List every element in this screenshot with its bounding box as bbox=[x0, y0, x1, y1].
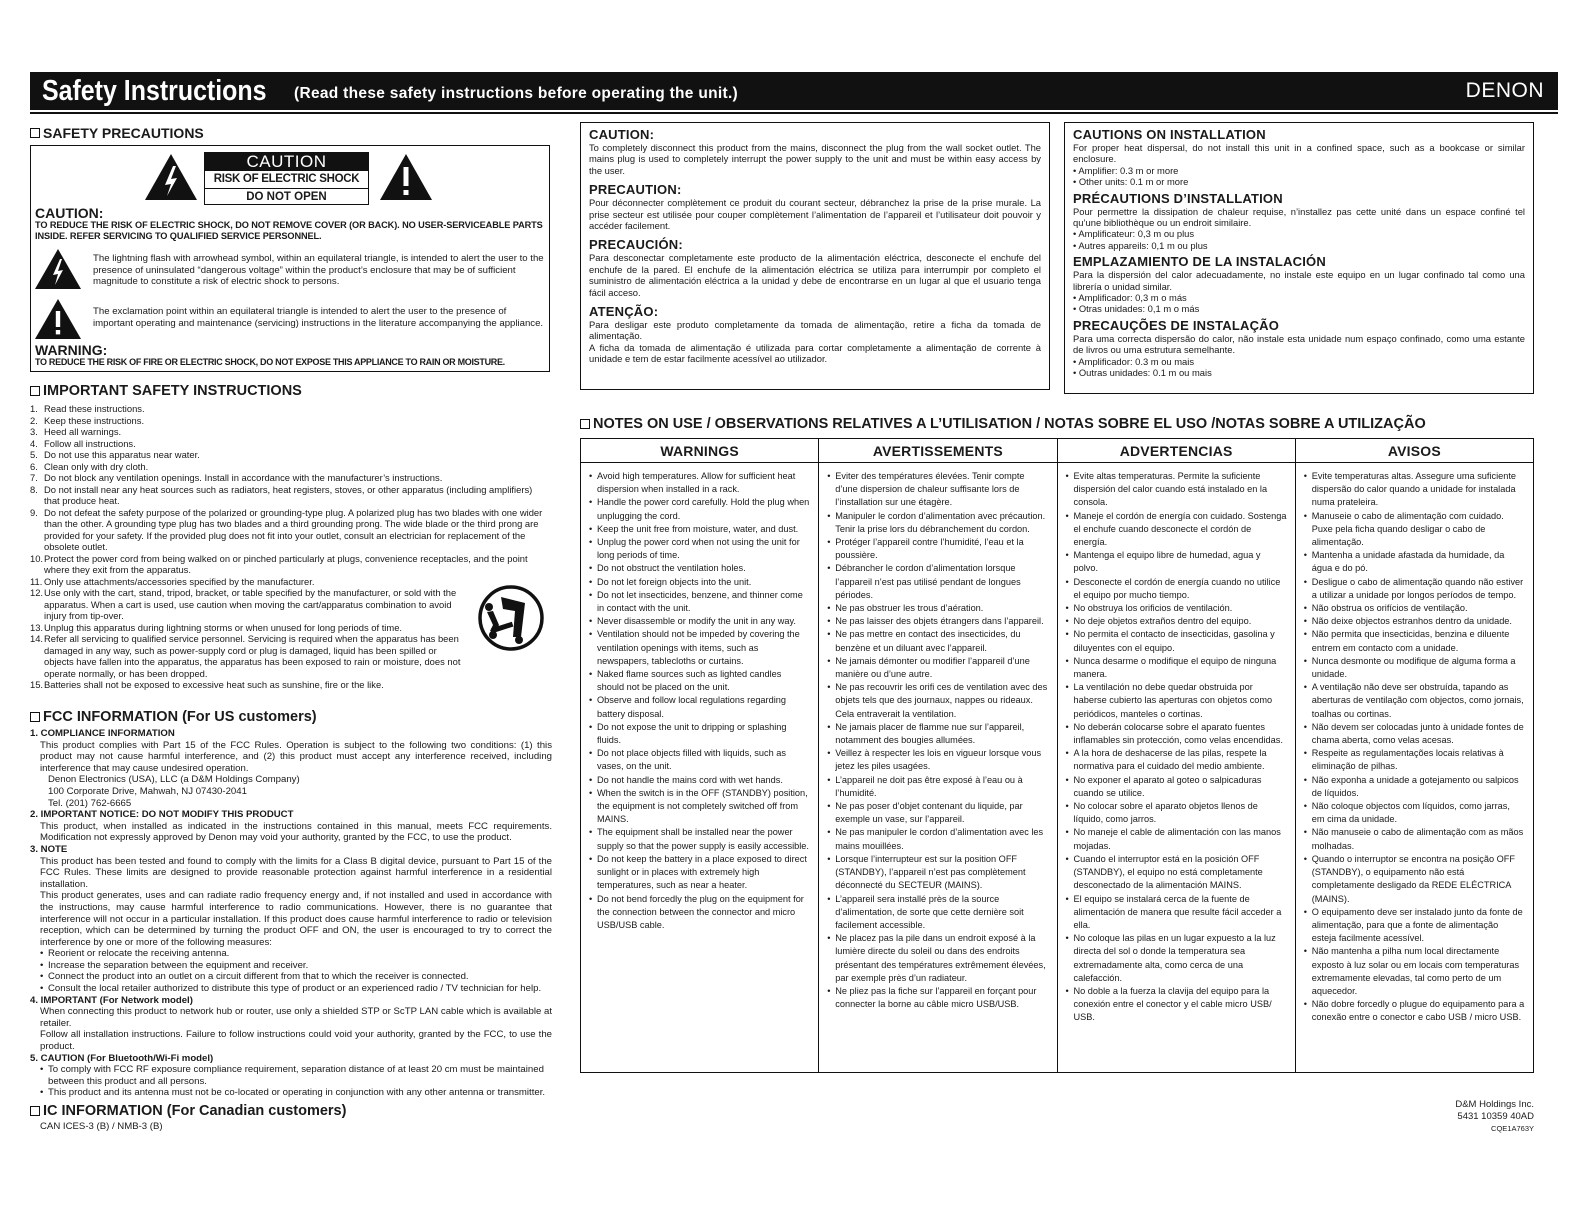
item-text: Unplug this apparatus during lightning storms or when unused for long periods of time. bbox=[44, 621, 403, 633]
notes-item: • Evite altas temperaturas. Permite la suficiente dispersión del calor cuando está instalado en la consola. bbox=[1068, 470, 1287, 510]
install-en-bullet: • Amplifier: 0.3 m or more bbox=[1073, 164, 1179, 176]
warning-label: WARNING: bbox=[35, 342, 108, 358]
item-text: Protect the power cord from being walked on or pinched particularly at plugs, convenience receptacles, and the point where they exit from the apparatus. bbox=[44, 552, 528, 575]
notes-item: • Protéger l’appareil contre l’humidité, l’eau et la poussière. bbox=[829, 536, 1048, 562]
install-en-bullet-1: Amplifier: 0.3 m or more bbox=[1078, 164, 1179, 176]
install-fr-bullet-1: Amplificateur: 0,3 m ou plus bbox=[1078, 228, 1195, 240]
install-fr-bullet: • Amplificateur: 0,3 m ou plus bbox=[1073, 228, 1195, 240]
notes-item: • No exponer el aparato al goteo o salpicaduras cuando se utilice. bbox=[1068, 774, 1287, 800]
notes-column-title: AVERTISSEMENTS bbox=[819, 439, 1056, 463]
install-fr-bullet-2: Autres appareils: 0,1 m ou plus bbox=[1078, 239, 1208, 251]
install-pt-bullet-1: Amplificador: 0.3 m ou mais bbox=[1078, 355, 1195, 367]
fcc-addr1: Denon Electronics (USA), LLC (a D&M Holdings Company) bbox=[48, 774, 300, 786]
notes-column-avisos bbox=[1295, 439, 1533, 1072]
notes-item: • O equipamento deve ser instalado junto da fonte de alimentação, para que a fonte de alimentação esteja facilmente acessível. bbox=[1306, 906, 1525, 946]
item-text: Do not block any ventilation openings. Install in accordance with the manufacturer’s instructions. bbox=[44, 472, 443, 483]
caution-fr-heading: PRECAUTION: bbox=[589, 182, 682, 198]
notes-item: • Não coloque objectos com líquidos, como jarras, em cima da unidade. bbox=[1306, 800, 1525, 826]
notes-item: • Ne pas manipuler le cordon d’alimentation avec les mains mouillées. bbox=[829, 826, 1048, 852]
exclamation-explanation: The exclamation point within an equilateral triangle is intended to alert the user to the presence of important operating and maintenance (servicing) instructions in the literature accompanying the appliance. bbox=[93, 306, 544, 329]
notes-item: • Não mantenha a pilha num local directamente exposto à luz solar ou em locais com temperaturas extremamente elevadas, tal como perto de um aquecedor. bbox=[1306, 945, 1525, 998]
notes-item: • Do not keep the battery in a place exposed to direct sunlight or in places with extremely high temperatures, such as near a heater. bbox=[591, 853, 810, 893]
fcc-s5-bullets bbox=[30, 1064, 552, 1099]
header-bar bbox=[30, 72, 1558, 110]
notes-item: • Do not handle the mains cord with wet hands. bbox=[591, 774, 810, 787]
fcc-bullet bbox=[30, 960, 552, 972]
item-text: Only use attachments/accessories specified by the manufacturer. bbox=[44, 575, 315, 587]
item-number: 8. bbox=[30, 483, 38, 495]
caution-en-text: To completely disconnect this product from the mains, disconnect the plug from the wall socket outlet. The mains plug is used to completely interrupt the power supply to the unit and must be within easy access by the user. bbox=[589, 142, 1041, 176]
notes-item: • Ne pas mettre en contact des insecticides, du benzène et un diluant avec l’appareil. bbox=[829, 628, 1048, 654]
installation-box bbox=[1064, 122, 1534, 394]
notes-heading-text: NOTES ON USE / OBSERVATIONS RELATIVES A L’UTILISATION / NOTAS SOBRE EL USO /NOTAS SOBRE A UTILIZAÇÃO bbox=[593, 416, 1426, 432]
ic-heading-text: IC INFORMATION (For Canadian customers) bbox=[43, 1103, 347, 1119]
caution-en-heading: CAUTION: bbox=[589, 127, 655, 142]
install-fr-bullet: • Autres appareils: 0,1 m ou plus bbox=[1073, 239, 1208, 251]
fcc-s4-title: 4. IMPORTANT (For Network model) bbox=[30, 994, 193, 1006]
item-number: 10. bbox=[30, 552, 44, 564]
notes-item: • Never disassemble or modify the unit in any way. bbox=[591, 615, 810, 628]
fcc-s4-text2: Follow all installation instructions. Failure to follow instructions could void your authority, granted by the FCC, to use the product. bbox=[40, 1029, 552, 1053]
install-fr-text: Pour permettre la dissipation de chaleur requise, n’installez pas cette unité dans un espace confiné tel qu’une bibliothèque ou un endroit similaire. bbox=[1073, 205, 1525, 229]
notes-item: • Débrancher le cordon d’alimentation lorsque l’appareil n’est pas utilisé pendant de longues périodes. bbox=[829, 562, 1048, 602]
page-subtitle: (Read these safety instructions before operating the unit.) bbox=[294, 85, 739, 102]
fcc-bullet bbox=[30, 983, 552, 995]
install-pt-bullet: • Amplificador: 0.3 m ou mais bbox=[1073, 355, 1195, 367]
notes-item: • Handle the power cord carefully. Hold the plug when unplugging the cord. bbox=[591, 496, 810, 522]
notes-item: • Lorsque l’interrupteur est sur la position OFF (STANDBY), l’appareil n’est pas complètement déconnecté du SECTEUR (MAINS). bbox=[829, 853, 1048, 893]
lightning-warning-icon bbox=[143, 152, 199, 202]
notes-item: • The equipment shall be installed near the power supply so that the power supply is easily accessible. bbox=[591, 826, 810, 852]
notes-column-title: WARNINGS bbox=[581, 439, 818, 463]
footer-company: D&M Holdings Inc. bbox=[1455, 1099, 1534, 1110]
notes-item: • Do not obstruct the ventilation holes. bbox=[591, 562, 810, 575]
install-en-heading: CAUTIONS ON INSTALLATION bbox=[1073, 127, 1266, 142]
bullet-dot: • bbox=[40, 1064, 44, 1076]
notes-item: • Desligue o cabo de alimentação quando não estiver a utilizar a unidade por longos períodos de tempo. bbox=[1306, 576, 1525, 602]
fcc-s1-title: 1. COMPLIANCE INFORMATION bbox=[30, 728, 175, 739]
notes-item: • No coloque las pilas en un lugar expuesto a la luz directa del sol o donde la temperatura sea extremadamente alta, como cerca de una calefacción. bbox=[1068, 932, 1287, 985]
bullet-text: To comply with FCC RF exposure compliance requirement, separation distance of at least 20 cm must be maintained between this product and all persons. bbox=[48, 1064, 544, 1087]
notes-item: • Ne placez pas la pile dans un endroit exposé à la lumière directe du soleil ou dans des endroits présentant des températures extrêmement élevées, par exemple près d’un radiateur. bbox=[829, 932, 1048, 985]
notes-item: • L’appareil ne doit pas être exposé à l’eau ou à l’humidité. bbox=[829, 774, 1048, 800]
install-en-bullet: • Other units: 0.1 m or more bbox=[1073, 176, 1189, 188]
exclamation-warning-icon bbox=[378, 152, 434, 202]
item-text: Clean only with dry cloth. bbox=[44, 460, 149, 472]
caution-text: TO REDUCE THE RISK OF ELECTRIC SHOCK, DO NOT REMOVE COVER (OR BACK). NO USER-SERVICEABLE PARTS INSIDE. REFER SERVICING TO QUALIFIED SERVICE PERSONNEL. bbox=[35, 220, 543, 242]
notes-item: • Do not let foreign objects into the unit. bbox=[591, 576, 810, 589]
notes-item: • Não deixe objectos estranhos dentro da unidade. bbox=[1306, 615, 1525, 628]
notes-column-warnings bbox=[581, 439, 818, 1072]
caution-es-heading: PRECAUCIÓN: bbox=[589, 237, 683, 253]
checkbox-icon bbox=[30, 712, 40, 722]
fcc-s3-title: 3. NOTE bbox=[30, 843, 68, 855]
notes-item: • Observe and follow local regulations regarding battery disposal. bbox=[591, 694, 810, 720]
notes-item: • Keep the unit free from moisture, water, and dust. bbox=[591, 523, 810, 536]
fcc-s3-text2: This product generates, uses and can radiate radio frequency energy and, if not installed and used in accordance with the instructions, may cause harmful interference to radio communications. However, there is no guarantee that interference will not occur in a particular installation. If this product does cause harmful interference to radio or television reception, which can be determined by turning the product OFF and ON, the user is encouraged to try to correct the interference by one or more of the following measures: bbox=[40, 890, 552, 948]
notes-column-avertissements bbox=[818, 439, 1056, 1072]
notes-item: • Não devem ser colocadas junto à unidade fontes de chama aberta, como velas acesas. bbox=[1306, 721, 1525, 747]
item-number: 4. bbox=[30, 437, 38, 449]
item-number: 14. bbox=[30, 633, 44, 644]
notes-item: • No obstruya los orificios de ventilación. bbox=[1068, 602, 1287, 615]
ic-heading bbox=[30, 1103, 346, 1119]
notes-item: • Veillez à respecter les lois en vigueur lorsque vous jetez les piles usagées. bbox=[829, 747, 1048, 773]
notes-item: • Ne jamais placer de flamme nue sur l’appareil, notamment des bougies allumées. bbox=[829, 721, 1048, 747]
fcc-bullet bbox=[30, 1064, 552, 1087]
banner-do-not-open: DO NOT OPEN bbox=[246, 191, 327, 203]
install-es-heading: EMPLAZAMIENTO DE LA INSTALACIÓN bbox=[1073, 254, 1326, 270]
header-rule bbox=[30, 112, 1558, 114]
safety-instruction-item bbox=[30, 553, 550, 576]
install-es-bullet-1: Amplificador: 0,3 m o más bbox=[1078, 292, 1187, 304]
cart-tipover-icon bbox=[471, 585, 551, 651]
install-en-text: For proper heat dispersal, do not install this unit in a confined space, such as a bookcase or similar enclosure. bbox=[1073, 142, 1525, 165]
bullet-text: Connect the product into an outlet on a circuit different from that to which the receiver is connected. bbox=[48, 971, 469, 983]
notes-item: • Ne pas recouvrir les orifi ces de ventilation avec des objets tels que des journaux, nappes ou rideaux. Cela entraverait la ventilation. bbox=[829, 681, 1048, 721]
bullet-dot: • bbox=[40, 983, 44, 995]
fcc-heading bbox=[30, 709, 317, 725]
notes-column-title: AVISOS bbox=[1296, 439, 1533, 463]
notes-item: • Nunca desmonte ou modifique de alguma forma a unidade. bbox=[1306, 655, 1525, 681]
safety-instruction-item bbox=[30, 415, 550, 427]
bullet-dot: • bbox=[40, 948, 44, 960]
item-number: 1. bbox=[30, 403, 38, 414]
fcc-heading-text: FCC INFORMATION (For US customers) bbox=[43, 709, 317, 725]
item-number: 7. bbox=[30, 472, 38, 483]
item-number: 3. bbox=[30, 426, 38, 437]
item-text: Read these instructions. bbox=[44, 403, 145, 414]
notes-column-body bbox=[1058, 463, 1295, 1025]
item-number: 2. bbox=[30, 414, 38, 426]
notes-item: • La ventilación no debe quedar obstruida por haberse cubierto las aperturas con objetos como periódicos, manteles o cortinas. bbox=[1068, 681, 1287, 721]
notes-item: • Mantenha a unidade afastada da humidade, da água e do pó. bbox=[1306, 549, 1525, 575]
fcc-addr2: 100 Corporate Drive, Mahwah, NJ 07430-2041 bbox=[48, 785, 247, 797]
brand-logo: DENON bbox=[1465, 79, 1544, 102]
bullet-text: Consult the local retailer authorized to distribute this type of product or an experienced radio / TV technician for help. bbox=[48, 983, 542, 995]
warning-text: TO REDUCE THE RISK OF FIRE OR ELECTRIC SHOCK, DO NOT EXPOSE THIS APPLIANCE TO RAIN OR MOISTURE. bbox=[35, 357, 505, 367]
important-safety-heading bbox=[30, 383, 302, 399]
safety-instruction-item bbox=[30, 403, 550, 415]
exclamation-symbol-icon bbox=[34, 298, 82, 340]
notes-item: • Manuseie o cabo de alimentação com cuidado. Puxe pela ficha quando desligar o cabo de alimentação. bbox=[1306, 510, 1525, 550]
notes-column-body bbox=[581, 463, 818, 932]
ic-text: CAN ICES-3 (B) / NMB-3 (B) bbox=[40, 1121, 163, 1132]
notes-item: • Avoid high temperatures. Allow for sufficient heat dispersion when installed in a rack. bbox=[591, 470, 810, 496]
item-text: Heed all warnings. bbox=[44, 426, 122, 437]
footer-code: 5431 10359 40AD bbox=[1457, 1111, 1534, 1122]
install-pt-heading: PRECAUÇÕES DE INSTALAÇÃO bbox=[1073, 317, 1280, 333]
lightning-explanation: The lightning flash with arrowhead symbol, within an equilateral triangle, is intended to alert the user to the presence of uninsulated “dangerous voltage” within the product’s enclosure that may be of sufficient magnitude to constitute a risk of electric shock to persons. bbox=[93, 253, 544, 288]
bullet-text: This product and its antenna must not be co-located or operating in conjunction with any other antenna or transmitter. bbox=[48, 1087, 546, 1099]
checkbox-icon bbox=[30, 1106, 40, 1116]
notes-item: • Unplug the power cord when not using the unit for long periods of time. bbox=[591, 536, 810, 562]
fcc-s3-text1: This product has been tested and found to comply with the limits for a Class B digital device, pursuant to Part 15 of the FCC Rules. These limits are designed to provide reasonable protection against harmful interference in a residential installation. bbox=[40, 855, 552, 890]
install-es-bullet-2: Otras unidades: 0,1 m o más bbox=[1078, 303, 1200, 315]
item-text: Follow all instructions. bbox=[44, 437, 136, 449]
item-text: Do not defeat the safety purpose of the polarized or grounding-type plug. A polarized plug has two blades with one wider than the other. A grounding type plug has two blades and a third grounding prong. The wide blade or the third prong are provided for your safety. If the provided plug does not fit into your outlet, consult an electrician for replacement of the obsolete outlet. bbox=[44, 506, 543, 552]
caution-pt-text2: A ficha da tomada de alimentação é utilizada para cortar completamente a alimentação de corrente à unidade e tem de estar facilmente acessível ao utilizador. bbox=[589, 341, 1041, 365]
notes-item: • Ne pas obstruer les trous d’aération. bbox=[829, 602, 1048, 615]
notes-item: • Do not let insecticides, benzene, and thinner come in contact with the unit. bbox=[591, 589, 810, 615]
notes-item: • Naked flame sources such as lighted candles should not be placed on the unit. bbox=[591, 668, 810, 694]
notes-item: • Ne pliez pas la fiche sur l’appareil en forçant pour connecter la borne au câble micro USB/USB. bbox=[829, 985, 1048, 1011]
notes-item: • Ventilation should not be impeded by covering the ventilation openings with items, such as newspapers, tablecloths or curtains. bbox=[591, 628, 810, 668]
notes-item: • Manipuler le cordon d’alimentation avec précaution. Tenir la prise lors du débranchement du cordon. bbox=[829, 510, 1048, 536]
safety-instruction-item bbox=[30, 461, 550, 473]
item-text: Do not install near any heat sources such as radiators, heat registers, stoves, or other apparatus (including amplifiers) that produce heat. bbox=[44, 483, 533, 506]
install-es-bullet: • Amplificador: 0,3 m o más bbox=[1073, 292, 1187, 304]
install-pt-bullet-2: Outras unidades: 0.1 m ou mais bbox=[1078, 367, 1212, 379]
checkbox-icon bbox=[580, 419, 590, 429]
item-text: Batteries shall not be exposed to excessive heat such as sunshine, fire or the like. bbox=[44, 679, 384, 690]
install-es-text: Para la dispersión del calor adecuadamente, no instale este equipo en un lugar confinado tal como una librería o unidad similar. bbox=[1073, 269, 1525, 292]
notes-item: • A ventilação não deve ser obstruída, tapando as aberturas de ventilação com objectos, como jornais, toalhas ou cortinas. bbox=[1306, 681, 1525, 721]
safety-instruction-item bbox=[30, 507, 550, 553]
fcc-bullet bbox=[30, 948, 552, 960]
notes-heading bbox=[580, 416, 1426, 432]
notes-item: • Quando o interruptor se encontra na posição OFF (STANDBY), o equipamento não está completamente desligado da REDE ELÉCTRICA (MAINS). bbox=[1306, 853, 1525, 906]
fcc-s4-text1: When connecting this product to network hub or router, use only a shielded STP or ScTP LAN cable which is available at retailer. bbox=[40, 1006, 552, 1029]
checkbox-icon bbox=[30, 386, 40, 396]
caution-label: CAUTION: bbox=[35, 205, 104, 221]
notes-item: • Do not bend forcedly the plug on the equipment for the connection between the connector and micro USB/USB cable. bbox=[591, 893, 810, 933]
notes-item: • Não dobre forcedly o plugue do equipamento para a conexão entre o conector e cabo USB / micro USB. bbox=[1306, 998, 1525, 1024]
safety-instruction-item bbox=[30, 679, 550, 691]
safety-instruction-item bbox=[30, 472, 550, 484]
notes-item: • Mantenga el equipo libre de humedad, agua y polvo. bbox=[1068, 549, 1287, 575]
install-en-bullet-2: Other units: 0.1 m or more bbox=[1078, 176, 1189, 188]
notes-item: • L’appareil sera installé près de la source d’alimentation, de sorte que cette dernière soit facilement accessible. bbox=[829, 893, 1048, 933]
notes-item: • No deberán colocarse sobre el aparato fuentes inflamables sin protección, como velas encendidas. bbox=[1068, 721, 1287, 747]
fcc-bullet bbox=[30, 1087, 552, 1099]
item-number: 12. bbox=[30, 587, 44, 598]
notes-column-advertencias bbox=[1057, 439, 1295, 1072]
notes-column-body bbox=[1296, 463, 1533, 1025]
notes-item: • No colocar sobre el aparato objetos llenos de líquido, como jarros. bbox=[1068, 800, 1287, 826]
banner-caution: CAUTION bbox=[205, 153, 368, 171]
install-pt-bullet: • Outras unidades: 0.1 m ou mais bbox=[1073, 367, 1212, 379]
caution-pt-text1: Para desligar este produto completamente da tomada de alimentação, retire a ficha da tomada de alimentação. bbox=[589, 319, 1041, 342]
notes-column-title: ADVERTENCIAS bbox=[1058, 439, 1295, 463]
safety-instruction-item bbox=[30, 426, 550, 438]
notes-item: • No maneje el cable de alimentación con las manos mojadas. bbox=[1068, 826, 1287, 852]
caution-banner bbox=[204, 152, 369, 205]
safety-precautions-heading bbox=[30, 125, 204, 141]
safety-instruction-item bbox=[30, 484, 550, 507]
fcc-body bbox=[30, 728, 552, 1099]
notes-item: • Evite temperaturas altas. Assegure uma suficiente dispersão do calor quando a unidade for instalada numa prateleira. bbox=[1306, 470, 1525, 510]
fcc-s5-title: 5. CAUTION (For Bluetooth/Wi-Fi model) bbox=[30, 1052, 214, 1064]
notes-item: • Desconecte el cordón de energía cuando no utilice el equipo por mucho tiempo. bbox=[1068, 576, 1287, 602]
item-text: Keep these instructions. bbox=[44, 414, 145, 426]
notes-item: • Cuando el interruptor está en la posición OFF (STANDBY), el equipo no está completamente desconectado de la alimentación MAINS. bbox=[1068, 853, 1287, 893]
important-safety-heading-text: IMPORTANT SAFETY INSTRUCTIONS bbox=[43, 383, 302, 399]
banner-risk: RISK OF ELECTRIC SHOCK bbox=[205, 171, 368, 189]
item-number: 13. bbox=[30, 621, 44, 633]
bullet-dot: • bbox=[40, 1087, 44, 1099]
notes-table bbox=[580, 438, 1534, 1073]
notes-item: • No permita el contacto de insecticidas, gasolina y diluyentes con el equipo. bbox=[1068, 628, 1287, 654]
item-number: 15. bbox=[30, 679, 44, 690]
notes-item: • Eviter des températures élevées. Tenir compte d’une dispersion de chaleur suffisante lors de l’installation sur une étagère. bbox=[829, 470, 1048, 510]
bullet-dot: • bbox=[40, 971, 44, 983]
notes-item: • No doble a la fuerza la clavija del equipo para la conexión entre el conector y el cable micro USB/ USB. bbox=[1068, 985, 1287, 1025]
fcc-s2-title: 2. IMPORTANT NOTICE: DO NOT MODIFY THIS PRODUCT bbox=[30, 809, 294, 821]
safety-instruction-item bbox=[30, 438, 550, 450]
fcc-addr3: Tel. (201) 762-6665 bbox=[48, 797, 132, 809]
notes-item: • When the switch is in the OFF (STANDBY) position, the equipment is not completely switched off from MAINS. bbox=[591, 787, 810, 827]
fcc-bullet bbox=[30, 971, 552, 983]
notes-item: • Nunca desarme o modifique el equipo de ninguna manera. bbox=[1068, 655, 1287, 681]
notes-item: • Ne pas laisser des objets étrangers dans l’appareil. bbox=[829, 615, 1048, 628]
notes-item: • Não obstrua os orifícios de ventilação. bbox=[1306, 602, 1525, 615]
notes-item: • Maneje el cordón de energía con cuidado. Sostenga el enchufe cuando desconecte el cordón de energía. bbox=[1068, 510, 1287, 550]
item-number: 11. bbox=[30, 575, 43, 587]
fcc-s3-bullets bbox=[30, 948, 552, 994]
caution-fr-text: Pour déconnecter complètement ce produit du courant secteur, débranchez la prise de la prise murale. La prise secteur est utilisée pour couper complètement l’alimentation de l’appareil et l’utilisateur doit pouvoir y accéder facilement. bbox=[589, 197, 1041, 232]
footer bbox=[1455, 1099, 1534, 1134]
footer-code2: CQE1A763Y bbox=[1491, 1124, 1534, 1133]
lightning-symbol-icon bbox=[34, 248, 82, 290]
notes-item: • Não manuseie o cabo de alimentação com as mãos molhadas. bbox=[1306, 826, 1525, 852]
notes-item: • Respeite as regulamentações locais relativas à eliminação de pilhas. bbox=[1306, 747, 1525, 773]
notes-item: • Não exponha a unidade a gotejamento ou salpicos de líquidos. bbox=[1306, 774, 1525, 800]
item-text: Do not use this apparatus near water. bbox=[44, 449, 200, 460]
notes-column-body bbox=[819, 463, 1056, 1011]
install-pt-text: Para uma correcta dispersão do calor, não instale esta unidade num espaço confinado, como uma estante de livros ou uma estrutura semelhante. bbox=[1073, 332, 1525, 356]
install-fr-heading: PRÉCAUTIONS D’INSTALLATION bbox=[1073, 190, 1283, 206]
bullet-text: Reorient or relocate the receiving antenna. bbox=[48, 948, 230, 960]
caution-pt-heading: ATENÇÃO: bbox=[589, 304, 659, 320]
notes-item: • Não permita que insecticidas, benzina e diluente entrem em contacto com a unidade. bbox=[1306, 628, 1525, 654]
checkbox-icon bbox=[30, 128, 40, 138]
page-title: Safety Instructions bbox=[42, 74, 267, 107]
notes-item: • Ne pas poser d’objet contenant du liquide, par exemple un vase, sur l’appareil. bbox=[829, 800, 1048, 826]
notes-item: • Ne jamais démonter ou modifier l’appareil d’une manière ou d’une autre. bbox=[829, 655, 1048, 681]
fcc-s2-text: This product, when installed as indicated in the instructions contained in this manual, meets FCC requirements. Modification not expressly approved by Denon may void your authority, granted by the FCC, to use the product. bbox=[40, 820, 552, 844]
item-text: Use only with the cart, stand, tripod, bracket, or table specified by the manufacturer, or sold with the apparatus. When a cart is used, use caution when moving the cart/apparatus combination to avoid injury from tip-over. bbox=[44, 587, 457, 621]
install-es-bullet: • Otras unidades: 0,1 m o más bbox=[1073, 303, 1200, 315]
fcc-s1-text: This product complies with Part 15 of the FCC Rules. Operation is subject to the following two conditions: (1) this product may not cause harmful interference, and (2) this product must accept any interference received, including interference that may cause undesired operation. bbox=[40, 739, 552, 774]
notes-item: • Do not place objects filled with liquids, such as vases, on the unit. bbox=[591, 747, 810, 773]
notes-item: • Do not expose the unit to dripping or splashing fluids. bbox=[591, 721, 810, 747]
bullet-text: Increase the separation between the equipment and receiver. bbox=[48, 959, 309, 971]
item-number: 6. bbox=[30, 460, 38, 472]
mains-caution-box bbox=[580, 122, 1050, 390]
bullet-dot: • bbox=[40, 959, 44, 971]
item-number: 5. bbox=[30, 449, 38, 460]
safety-instruction-item bbox=[30, 449, 550, 461]
notes-item: • El equipo se instalará cerca de la fuente de alimentación de manera que resulte fácil acceder a ella. bbox=[1068, 893, 1287, 933]
safety-precautions-heading-text: SAFETY PRECAUTIONS bbox=[43, 125, 204, 141]
caution-es-text: Para desconectar completamente este producto de la alimentación eléctrica, desconecte el enchufe del enchufe de la pared. El enchufe de la alimentación eléctrica se utiliza para interrumpir por completo el suministro de alimentación eléctrica a la unidad y debe de encontrarse en un lugar al que el usuario tenga fácil acceso. bbox=[589, 252, 1041, 298]
item-number: 9. bbox=[30, 506, 38, 518]
notes-item: • No deje objetos extraños dentro del equipo. bbox=[1068, 615, 1287, 628]
notes-item: • A la hora de deshacerse de las pilas, respete la normativa para el cuidado del medio ambiente. bbox=[1068, 747, 1287, 773]
item-text: Refer all servicing to qualified service personnel. Servicing is required when the apparatus has been damaged in any way, such as power-supply cord or plug is damaged, liquid has been spilled or objects have fallen into the apparatus, the apparatus has been exposed to rain or moisture, does not operate normally, or has been dropped. bbox=[44, 633, 461, 679]
